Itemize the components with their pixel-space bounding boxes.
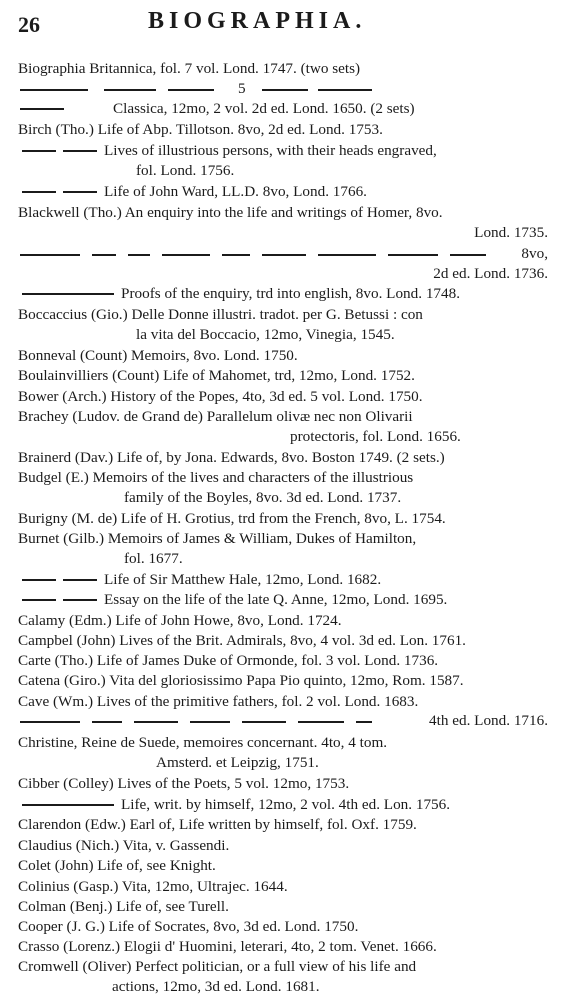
ditto-dash bbox=[20, 89, 88, 91]
entry-line bbox=[124, 489, 401, 507]
entry-line bbox=[136, 326, 395, 344]
entry-line bbox=[18, 775, 349, 793]
ditto-dash bbox=[168, 89, 214, 91]
entry-text: 5 bbox=[238, 80, 246, 97]
entry-text: Colman (Benj.) Life of, see Turell. bbox=[18, 898, 229, 915]
entry-line bbox=[18, 510, 446, 528]
entry-text: Boulainvilliers (Count) Life of Mahomet, trd, 12mo, Lond. 1752. bbox=[18, 367, 415, 384]
entry-text: protectoris, fol. Lond. 1656. bbox=[290, 428, 461, 445]
entry-text: Cave (Wm.) Lives of the primitive fathers, fol. 2 vol. Lond. 1683. bbox=[18, 693, 419, 710]
ditto-dash bbox=[63, 150, 97, 152]
entry-text: Cromwell (Oliver) Perfect politician, or a full view of his life and bbox=[18, 958, 417, 975]
entry-text: la vita del Boccacio, 12mo, Vinegia, 1545. bbox=[136, 326, 395, 343]
ditto-dash bbox=[450, 254, 486, 256]
entry-text: Calamy (Edm.) Life of John Howe, 8vo, Lond. 1724. bbox=[18, 612, 342, 629]
entry-text: family of the Boyles, 8vo. 3d ed. Lond. 1737. bbox=[124, 489, 402, 506]
ditto-dash bbox=[92, 254, 116, 256]
entry-text: Bower (Arch.) History of the Popes, 4to, 3d ed. 5 vol. Lond. 1750. bbox=[18, 388, 423, 405]
entry-line bbox=[22, 571, 381, 589]
entry-line bbox=[18, 530, 416, 548]
entry-text: Christine, Reine de Suede, memoires concernant. 4to, 4 tom. bbox=[18, 734, 388, 751]
entry-line bbox=[22, 591, 447, 609]
ditto-dash bbox=[318, 89, 372, 91]
entry-text: fol. Lond. 1756. bbox=[136, 162, 235, 179]
entry-text: Biographia Britannica, fol. 7 vol. Lond. 1747. (two sets) bbox=[18, 60, 361, 77]
ditto-dash bbox=[242, 721, 286, 723]
entry-text: Colinius (Gasp.) Vita, 12mo, Ultrajec. 1644. bbox=[18, 878, 288, 895]
entry-line bbox=[22, 796, 450, 814]
entry-line bbox=[18, 60, 360, 78]
ditto-dash bbox=[22, 804, 114, 806]
entry-line bbox=[18, 857, 216, 875]
entry-line bbox=[124, 550, 183, 568]
entry-text: Bonneval (Count) Memoirs, 8vo. Lond. 1750. bbox=[18, 347, 298, 364]
entry-text: Amsterd. et Leipzig, 1751. bbox=[156, 754, 319, 771]
entry-text: Crasso (Lorenz.) Elogii d' Huomini, leterari, 4to, 2 tom. Venet. 1666. bbox=[18, 938, 437, 955]
ditto-dash bbox=[298, 721, 344, 723]
entry-text: fol. 1677. bbox=[124, 550, 183, 567]
ditto-dash bbox=[20, 108, 64, 110]
entry-text: Clarendon (Edw.) Earl of, Life written by himself, fol. Oxf. 1759. bbox=[18, 816, 417, 833]
ditto-dash bbox=[356, 721, 372, 723]
ditto-dash bbox=[20, 254, 80, 256]
entry-line bbox=[521, 245, 548, 263]
entry-line bbox=[18, 612, 342, 630]
entry-text: Catena (Giro.) Vita del gloriosissimo Papa Pio quinto, 12mo, Rom. 1587. bbox=[18, 672, 464, 689]
page-header bbox=[0, 8, 566, 42]
entry-text: Cibber (Colley) Lives of the Poets, 5 vol. 12mo, 1753. bbox=[18, 775, 350, 792]
entry-line bbox=[18, 347, 298, 365]
entry-line bbox=[474, 224, 548, 242]
ditto-dash bbox=[388, 254, 438, 256]
entry-text: Budgel (E.) Memoirs of the lives and characters of the illustrious bbox=[18, 469, 414, 486]
entry-line bbox=[18, 632, 466, 650]
entry-text: Lond. 1735. bbox=[474, 224, 548, 241]
entry-line bbox=[18, 734, 387, 752]
ditto-dash bbox=[262, 89, 308, 91]
entry-text: Life of Sir Matthew Hale, 12mo, Lond. 1682. bbox=[104, 571, 382, 588]
entry-line bbox=[290, 428, 461, 446]
entry-line bbox=[18, 408, 413, 426]
entry-text: Campbel (John) Lives of the Brit. Admirals, 8vo, 4 vol. 3d ed. Lon. 1761. bbox=[18, 632, 466, 649]
entry-line bbox=[18, 938, 437, 956]
ditto-dash bbox=[318, 254, 376, 256]
entry-text: Burnet (Gilb.) Memoirs of James & William, Dukes of Hamilton, bbox=[18, 530, 417, 547]
entry-line bbox=[22, 285, 460, 303]
entry-text: Colet (John) Life of, see Knight. bbox=[18, 857, 216, 874]
entry-text: Classica, 12mo, 2 vol. 2d ed. Lond. 1650. (2 sets) bbox=[113, 100, 415, 117]
entry-line bbox=[18, 652, 438, 670]
ditto-dash bbox=[63, 191, 97, 193]
ditto-dash bbox=[20, 721, 80, 723]
ditto-dash bbox=[22, 599, 56, 601]
ditto-dash bbox=[104, 89, 156, 91]
ditto-dash bbox=[262, 254, 306, 256]
entry-line bbox=[136, 162, 234, 180]
entry-line bbox=[112, 978, 320, 996]
entry-text: Claudius (Nich.) Vita, v. Gassendi. bbox=[18, 837, 230, 854]
entry-line bbox=[18, 958, 416, 976]
ditto-dash bbox=[92, 721, 122, 723]
entry-line bbox=[18, 918, 358, 936]
entry-line bbox=[433, 265, 548, 283]
entry-line bbox=[18, 693, 418, 711]
ditto-dash bbox=[63, 599, 97, 601]
entry-text: Birch (Tho.) Life of Abp. Tillotson. 8vo, 2d ed. Lond. 1753. bbox=[18, 121, 383, 138]
entry-line bbox=[18, 121, 383, 139]
entry-line bbox=[18, 837, 229, 855]
entry-text: Burigny (M. de) Life of H. Grotius, trd from the French, 8vo, L. 1754. bbox=[18, 510, 446, 527]
ditto-dash bbox=[222, 254, 250, 256]
entry-text: 8vo, bbox=[521, 245, 548, 262]
entry-text: Blackwell (Tho.) An enquiry into the life and writings of Homer, 8vo. bbox=[18, 204, 443, 221]
ditto-dash bbox=[162, 254, 210, 256]
ditto-dash bbox=[134, 721, 178, 723]
running-title: BIOGRAPHIA. bbox=[148, 8, 367, 34]
entry-line bbox=[18, 306, 423, 324]
entry-text: actions, 12mo, 3d ed. Lond. 1681. bbox=[112, 978, 320, 995]
entry-line bbox=[18, 898, 229, 916]
entry-line bbox=[156, 754, 319, 772]
entry-text: Lives of illustrious persons, with their heads engraved, bbox=[104, 142, 437, 159]
entry-text: Essay on the life of the late Q. Anne, 12mo, Lond. 1695. bbox=[104, 591, 448, 608]
entry-text: 4th ed. Lond. 1716. bbox=[429, 712, 548, 729]
entry-text: Brainerd (Dav.) Life of, by Jona. Edwards, 8vo. Boston 1749. (2 sets.) bbox=[18, 449, 445, 466]
entry-text: Proofs of the enquiry, trd into english, 8vo. Lond. 1748. bbox=[121, 285, 461, 302]
entry-text: Cooper (J. G.) Life of Socrates, 8vo, 3d ed. Lond. 1750. bbox=[18, 918, 359, 935]
entry-line bbox=[18, 388, 423, 406]
entry-line bbox=[18, 816, 417, 834]
entry-line bbox=[18, 672, 464, 690]
entry-line bbox=[18, 878, 288, 896]
page-number: 26 bbox=[18, 12, 40, 37]
ditto-dash bbox=[22, 191, 56, 193]
ditto-dash bbox=[190, 721, 230, 723]
entry-text: Life of John Ward, LL.D. 8vo, Lond. 1766. bbox=[104, 183, 367, 200]
ditto-dash bbox=[22, 150, 56, 152]
ditto-dash bbox=[63, 579, 97, 581]
entry-text: Life, writ. by himself, 12mo, 2 vol. 4th ed. Lon. 1756. bbox=[121, 796, 451, 813]
entry-line bbox=[429, 712, 548, 730]
ditto-dash bbox=[128, 254, 150, 256]
entry-text: Boccaccius (Gio.) Delle Donne illustri. tradot. per G. Betussi : con bbox=[18, 306, 423, 323]
entry-line bbox=[18, 204, 443, 222]
entry-text: Carte (Tho.) Life of James Duke of Ormonde, fol. 3 vol. Lond. 1736. bbox=[18, 652, 439, 669]
entry-line bbox=[18, 469, 413, 487]
entry-text: Brachey (Ludov. de Grand de) Parallelum olivæ nec non Olivarii bbox=[18, 408, 413, 425]
ditto-dash bbox=[22, 579, 56, 581]
entry-line bbox=[18, 449, 445, 467]
entry-line bbox=[18, 367, 415, 385]
entry-line bbox=[20, 100, 415, 118]
ditto-dash bbox=[22, 293, 114, 295]
entry-line bbox=[22, 183, 367, 201]
entry-line bbox=[22, 142, 437, 160]
entry-text: 2d ed. Lond. 1736. bbox=[433, 265, 548, 282]
